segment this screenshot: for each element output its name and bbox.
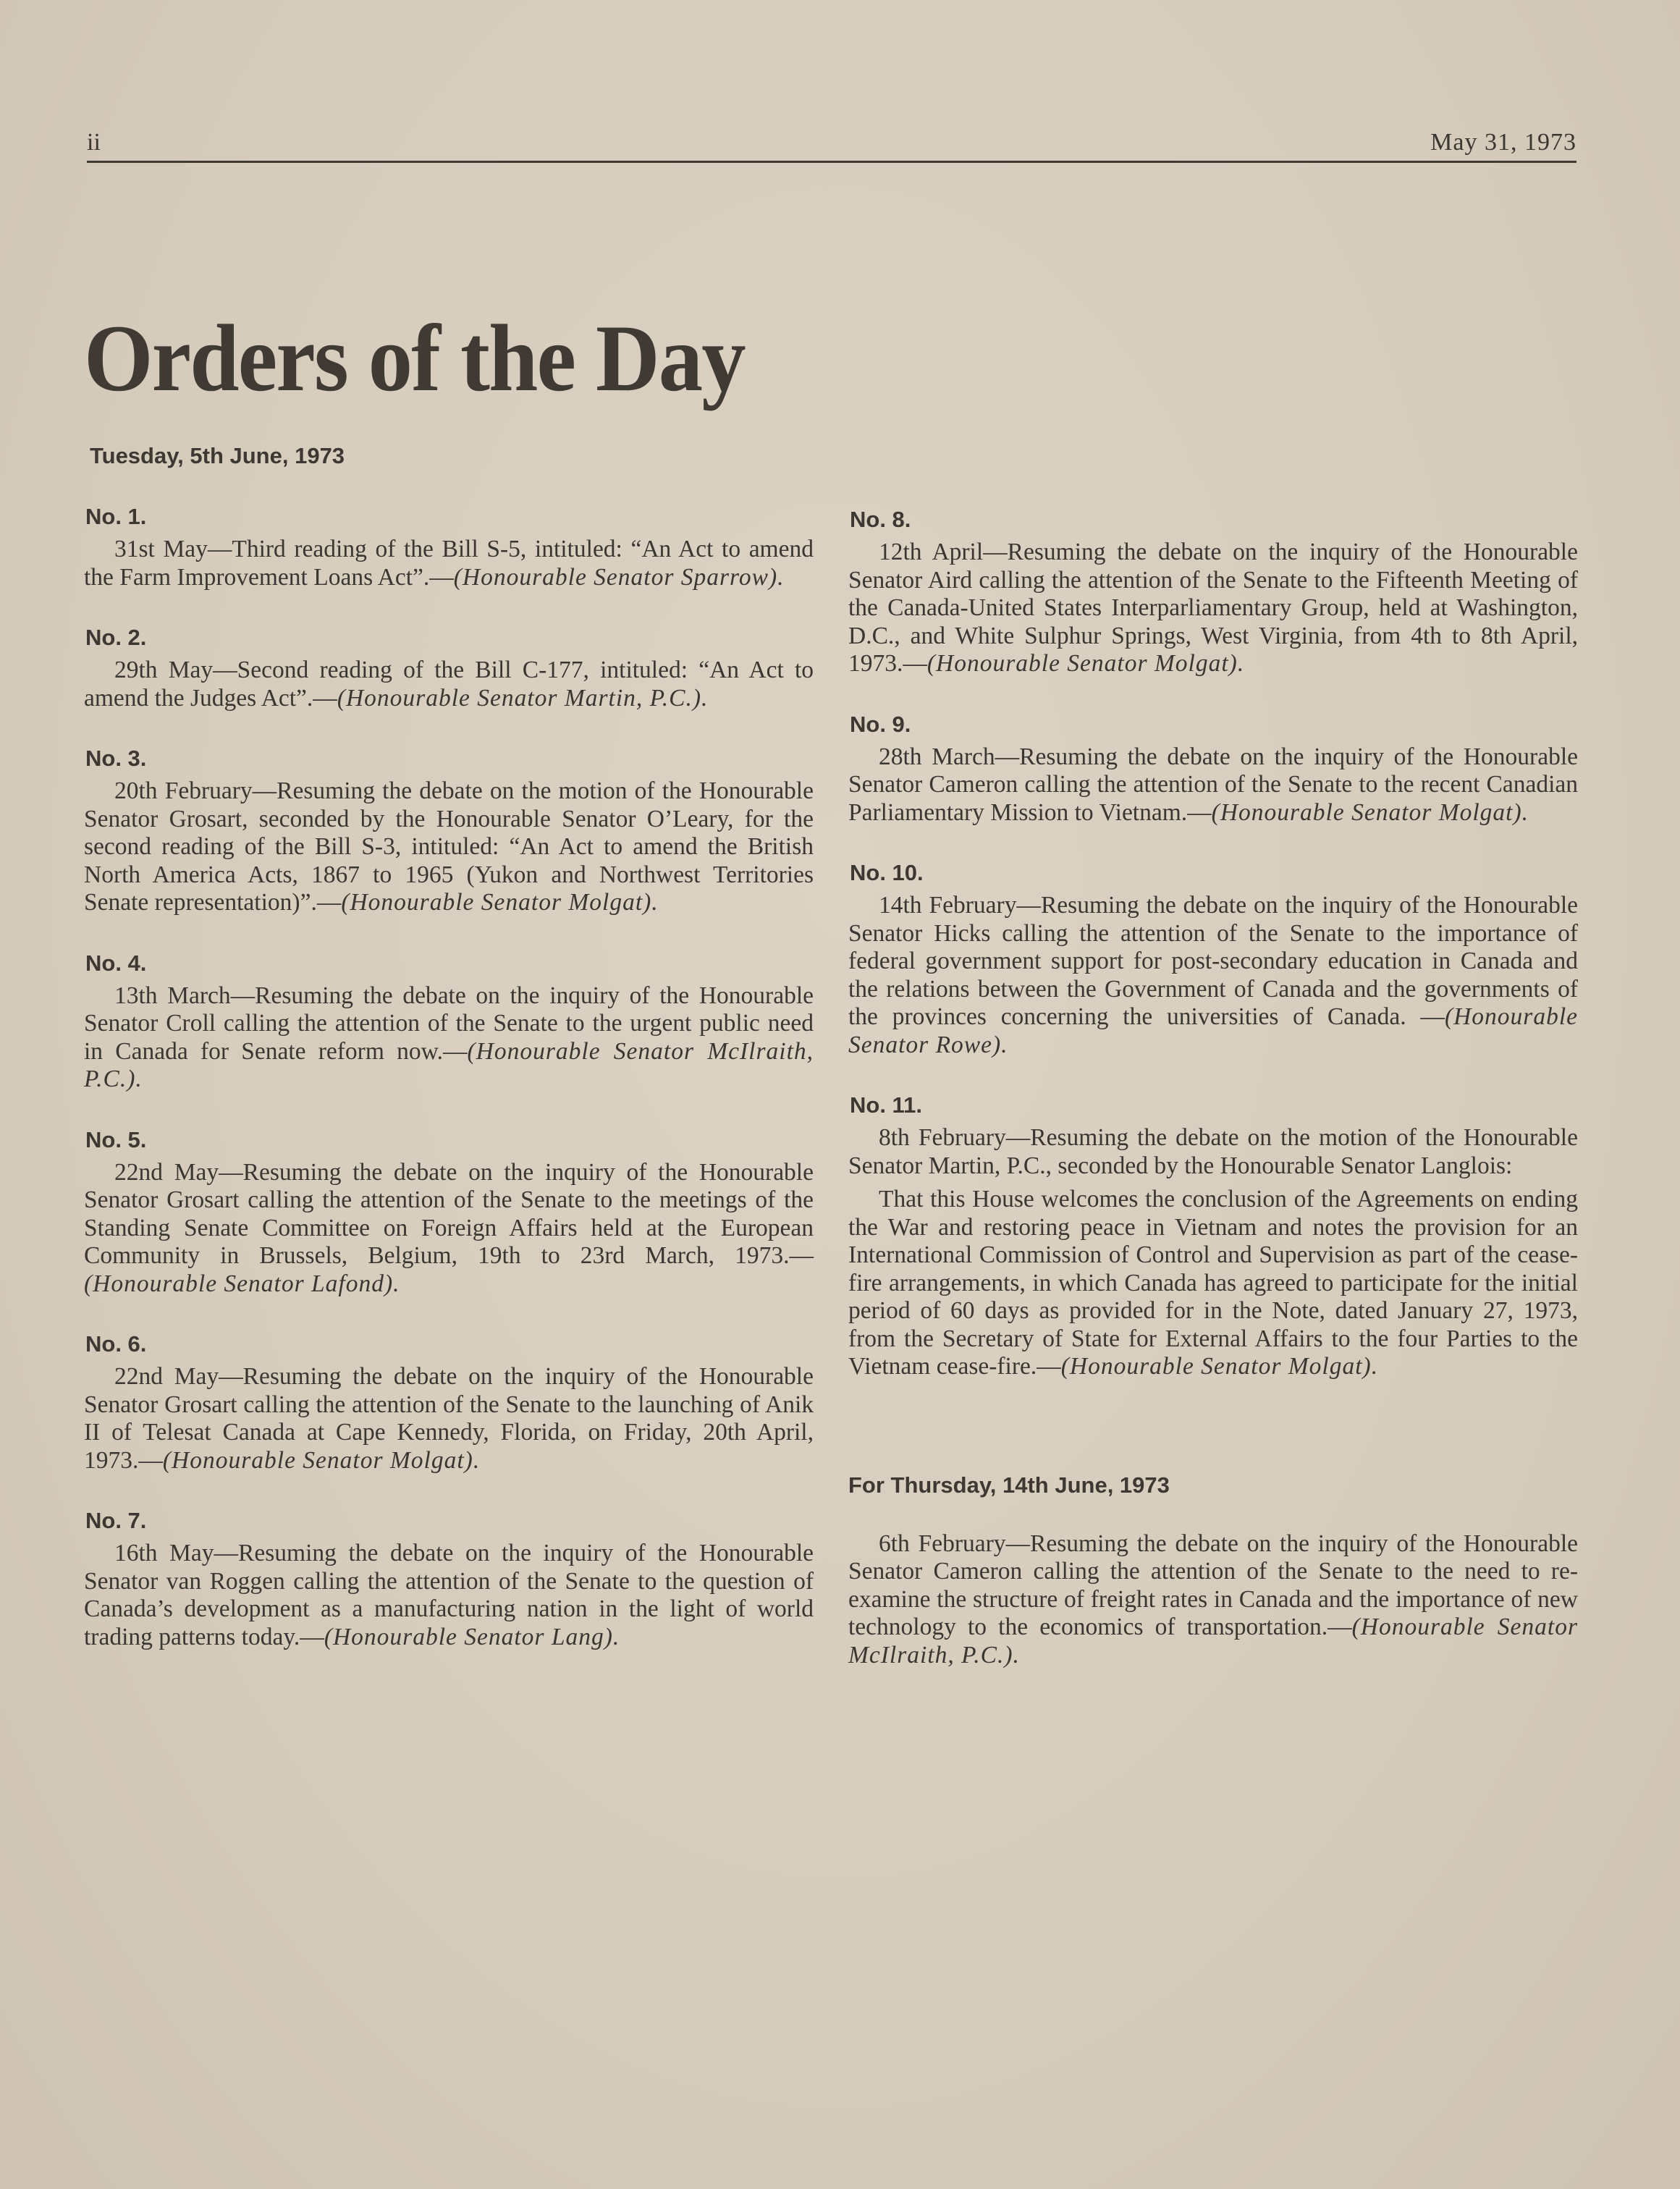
order-reference: (Honourable Senator Molgat). [1211,798,1529,826]
order-reference: (Honourable Senator McIlraith, P.C.). [848,1614,1578,1669]
order-number: No. 4. [85,950,147,976]
order-reference: (Honourable Senator Molgat). [162,1446,481,1474]
order-number: No. 10. [850,860,924,885]
order-text: 28th March—Resuming the debate on the inquiry of the Honourable Senator Cameron calling the attention of the Senate to the recent Canadian Parliamentary Mission to Vietnam.—(Honourable Senator Molgat). [848,743,1578,826]
order-number: No. 9. [850,711,911,737]
order-reference: (Honourable Senator Molgat). [341,889,659,916]
order-item [84,1127,814,1299]
order-text: 22nd May—Resuming the debate on the inquiry of the Honourable Senator Grosart calling the attention of the Senate to the meetings of the Standing Senate Committee on Foreign Affairs held at the European Community in Brussels, Belgium, 19th to 23rd March, 1973.—(Honourable Senator Lafond). [84,1158,814,1297]
header-date: May 31, 1973 [1430,129,1576,156]
order-item [848,1092,1578,1381]
order-reference: (Honourable Senator Lafond). [84,1270,400,1297]
thursday-heading: For Thursday, 14th June, 1973 [848,1472,1170,1498]
order-text: 13th March—Resuming the debate on the inquiry of the Honourable Senator Croll calling the attention of the Senate to the urgent public need in Canada for Senate reform now.—(Honourable Senator McIlraith, P.C.). [84,982,814,1092]
order-item [84,746,814,917]
running-head [87,129,1576,163]
order-text: 8th February—Resuming the debate on the motion of the Honourable Senator Martin, P.C., seconded by the Honourable Senator Langlois: [848,1124,1578,1179]
thursday-section [848,1472,1578,1670]
order-text: 22nd May—Resuming the debate on the inquiry of the Honourable Senator Grosart calling the attention of the Senate to the launching of Anik II of Telesat Canada at Cape Kennedy, Florida, on Friday, 20th April, 1973.—(Honourable Senator Molgat). [84,1363,814,1474]
order-item [84,504,814,591]
date-heading: Tuesday, 5th June, 1973 [90,443,345,468]
order-text: 20th February—Resuming the debate on the motion of the Honourable Senator Grosart, seconded by the Honourable Senator O’Leary, for the second reading of the Bill S-3, intituled: “An Act to amend the British North America Acts, 1867 to 1965 (Yukon and Northwest Territories Senate representation)”.—(Honourable Senator Molgat). [84,777,814,916]
order-number: No. 8. [850,507,911,532]
order-number: No. 1. [85,504,147,529]
order-text: 29th May—Second reading of the Bill C-177, intituled: “An Act to amend the Judges Act”.—(Honourable Senator Martin, P.C.). [84,657,814,712]
motion-text: That this House welcomes the conclusion of the Agreements on ending the War and restoring peace in Vietnam and notes the provision for an International Commission of Control and Supervision as part of the cease-fire arrangements, in which Canada has agreed to participate for the initial period of 60 days as provided for in the Note, dated January 27, 1973, from the Secretary of State for External Affairs to the four Parties to the Vietnam cease-fire.—(Honourable Senator Molgat). [848,1186,1578,1380]
order-number: No. 11. [850,1092,922,1118]
order-number: No. 2. [85,625,147,650]
order-reference: (Honourable Senator McIlraith, P.C.). [84,1037,814,1092]
order-number: No. 6. [85,1331,147,1357]
order-reference: (Honourable Senator Molgat). [1060,1353,1379,1380]
order-item [848,860,1578,1059]
order-item [848,507,1578,678]
right-column [848,507,1578,1669]
order-item [84,1331,814,1475]
order-reference: (Honourable Senator Rowe). [848,1003,1578,1058]
order-text: 12th April—Resuming the debate on the inquiry of the Honourable Senator Aird calling the attention of the Senate to the Fifteenth Meeting of the Canada-United States Interparliamentary Group, held at Washington, D.C., and White Sulphur Springs, West Virginia, from 4th to 8th April, 1973.—(Honourable Senator Molgat). [848,539,1578,677]
order-reference: (Honourable Senator Sparrow). [453,563,785,591]
order-text: 6th February—Resuming the debate on the inquiry of the Honourable Senator Cameron calling the attention of the Senate to the need to re-examine the structure of freight rates in Canada and the importance of new technology to the economics of transportation.—(Honourable Senator McIlraith, P.C.). [848,1530,1578,1669]
page-number: ii [87,129,101,156]
order-reference: (Honourable Senator Lang). [324,1623,620,1650]
order-text: 14th February—Resuming the debate on the inquiry of the Honourable Senator Hicks calling the attention of the Senate to the importance of federal government support for post-secondary education in Canada and the relations between the Government of Canada and the governments of the provinces concerning the universities of Canada. —(Honourable Senator Rowe). [848,892,1578,1058]
left-column [84,443,814,1684]
order-reference: (Honourable Senator Molgat). [926,650,1245,677]
order-item [84,1508,814,1651]
order-number: No. 3. [85,746,147,771]
order-item [848,712,1578,827]
order-item [84,625,814,712]
order-text: 31st May—Third reading of the Bill S-5, intituled: “An Act to amend the Farm Improvement Loans Act”.—(Honourable Senator Sparrow). [84,536,814,591]
order-text: 16th May—Resuming the debate on the inquiry of the Honourable Senator van Roggen calling the attention of the Senate to the question of Canada’s development as a manufacturing nation in the light of world trading patterns today.—(Honourable Senator Lang). [84,1540,814,1650]
order-reference: (Honourable Senator Martin, P.C.). [337,684,709,712]
page-title: Orders of the Day [84,305,745,411]
order-number: No. 7. [85,1508,147,1533]
order-number: No. 5. [85,1126,147,1152]
order-item [84,950,814,1094]
